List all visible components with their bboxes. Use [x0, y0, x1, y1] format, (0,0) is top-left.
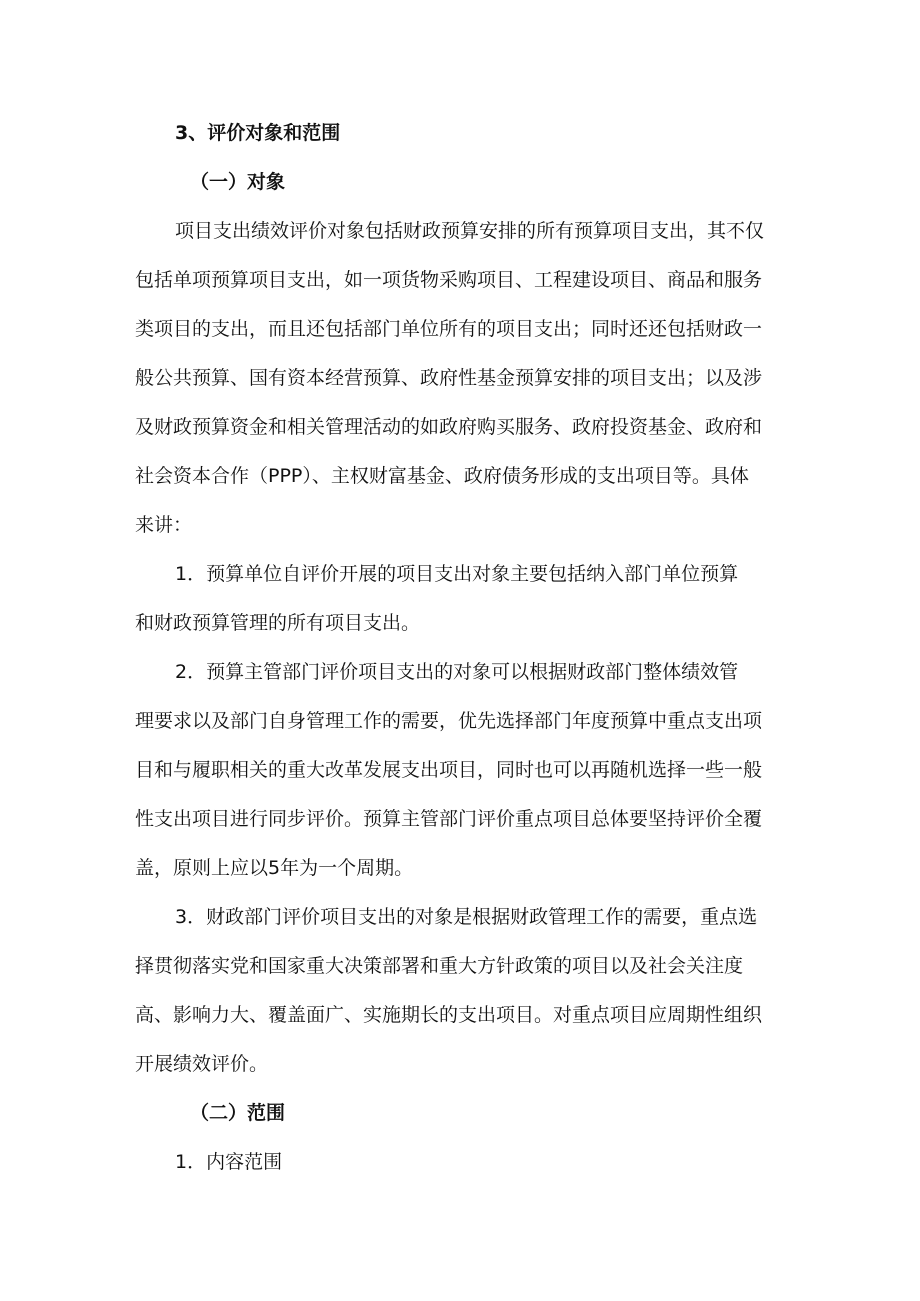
paragraph-line: 社会资本合作（PPP）、主权财富基金、政府债务形成的支出项目等。具体: [135, 465, 749, 487]
paragraph-line: 项目支出绩效评价对象包括财政预算安排的所有预算项目支出，其不仅: [175, 220, 765, 242]
list-item-line: 1．预算单位自评价开展的项目支出对象主要包括纳入部门单位预算: [175, 563, 739, 585]
list-item-line: 择贯彻落实党和国家重大决策部署和重大方针政策的项目以及社会关注度: [135, 955, 744, 977]
subsection-heading-scope: （二）范围: [190, 1102, 286, 1124]
paragraph-line: 般公共预算、国有资本经营预算、政府性基金预算安排的项目支出；以及涉: [135, 367, 763, 389]
paragraph-line: 来讲：: [135, 514, 193, 536]
list-item-line: 和财政预算管理的所有项目支出。: [135, 612, 421, 634]
list-item-line: 性支出项目进行同步评价。预算主管部门评价重点项目总体要坚持评价全覆: [135, 808, 763, 830]
paragraph-line: 包括单项预算项目支出，如一项货物采购项目、工程建设项目、商品和服务: [135, 269, 763, 291]
list-item-line: 目和与履职相关的重大改革发展支出项目，同时也可以再随机选择一些一般: [135, 759, 763, 781]
list-item-line: 理要求以及部门自身管理工作的需要，优先选择部门年度预算中重点支出项: [135, 710, 763, 732]
list-item-line: 1．内容范围: [175, 1151, 283, 1173]
list-item-line: 3．财政部门评价项目支出的对象是根据财政管理工作的需要，重点选: [175, 906, 758, 928]
subsection-heading-object: （一）对象: [190, 171, 286, 193]
list-item-line: 盖，原则上应以5年为一个周期。: [135, 857, 414, 879]
list-item-line: 高、影响力大、覆盖面广、实施期长的支出项目。对重点项目应周期性组织: [135, 1004, 763, 1026]
list-item-line: 2．预算主管部门评价项目支出的对象可以根据财政部门整体绩效管: [175, 661, 739, 683]
paragraph-line: 类项目的支出，而且还包括部门单位所有的项目支出；同时还还包括财政一: [135, 318, 763, 340]
paragraph-line: 及财政预算资金和相关管理活动的如政府购买服务、政府投资基金、政府和: [135, 416, 763, 438]
section-heading: 3、评价对象和范围: [175, 122, 341, 144]
list-item-line: 开展绩效评价。: [135, 1053, 269, 1075]
